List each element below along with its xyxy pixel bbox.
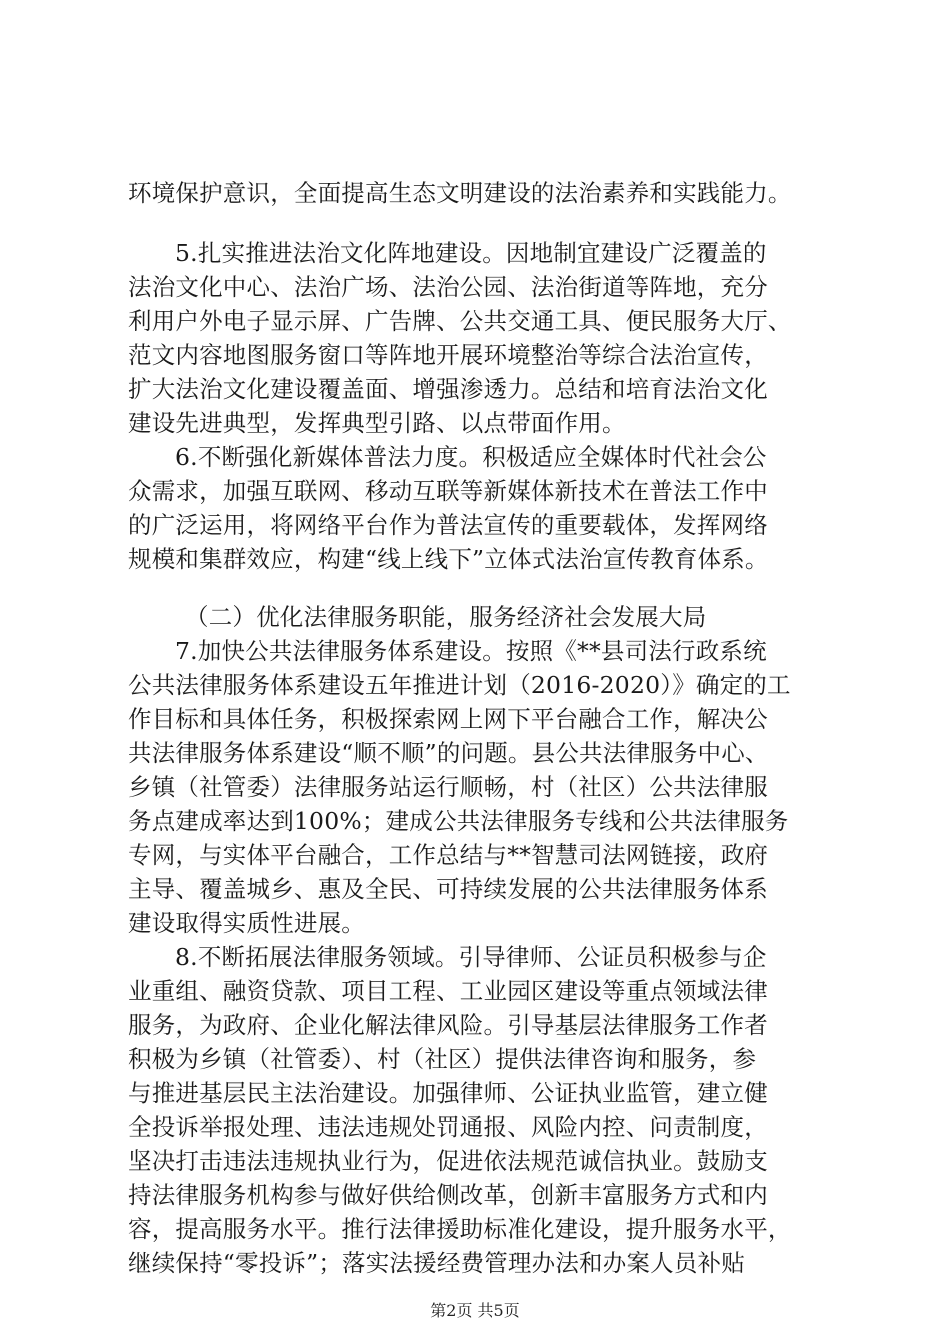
text-line: 公共法律服务体系建设五年推进计划（2016-2020）》确定的工	[128, 671, 791, 699]
page-number: 第2页 共5页	[430, 1301, 520, 1320]
text-line: 扩大法治文化建设覆盖面、增强渗透力。总结和培育法治文化	[128, 375, 768, 403]
text-line: 建设先进典型，发挥典型引路、以点带面作用。	[128, 409, 626, 437]
paragraph-8-start: 8.不断拓展法律服务领域。引导律师、公证员积极参与企	[175, 943, 767, 971]
text-line: 利用户外电子显示屏、广告牌、公共交通工具、便民服务大厅、	[128, 307, 792, 335]
text-line: 乡镇（社管委）法律服务站运行顺畅，村（社区）公共法律服	[128, 773, 768, 801]
text-line: 法治文化中心、法治广场、法治公园、法治街道等阵地，充分	[128, 273, 768, 301]
paragraph-5-start: 5.扎实推进法治文化阵地建设。因地制宜建设广泛覆盖的	[175, 239, 767, 267]
text-line: 建设取得实质性进展。	[128, 909, 365, 937]
text-line: 全投诉举报处理、违法违规处罚通报、风险内控、问责制度，	[128, 1113, 768, 1141]
text-line: 作目标和具体任务，积极探索网上网下平台融合工作，解决公	[128, 705, 768, 733]
text-line: 持法律服务机构参与做好供给侧改革，创新丰富服务方式和内	[128, 1181, 768, 1209]
text-line: 共法律服务体系建设“顺不顺”的问题。县公共法律服务中心、	[128, 739, 769, 767]
text-line: 众需求，加强互联网、移动互联等新媒体新技术在普法工作中	[128, 477, 768, 505]
text-line: 继续保持“零投诉”；落实法援经费管理办法和办案人员补贴	[128, 1249, 745, 1277]
text-line: 范文内容地图服务窗口等阵地开展环境整治等综合法治宣传，	[128, 341, 768, 369]
text-line: 专网，与实体平台融合，工作总结与**智慧司法网链接，政府	[128, 841, 769, 869]
paragraph-6-start: 6.不断强化新媒体普法力度。积极适应全媒体时代社会公	[175, 443, 767, 471]
text-line: 务点建成率达到100%；建成公共法律服务专线和公共法律服务	[128, 807, 789, 835]
text-line: 积极为乡镇（社管委）、村（社区）提供法律咨询和服务，参	[128, 1045, 757, 1073]
text-line: 服务，为政府、企业化解法律风险。引导基层法律服务工作者	[128, 1011, 768, 1039]
paragraph-7-start: 7.加快公共法律服务体系建设。按照《**县司法行政系统	[175, 637, 767, 665]
text-line: 规模和集群效应，构建“线上线下”立体式法治宣传教育体系。	[128, 545, 769, 573]
text-line: 坚决打击违法违规执业行为，促进依法规范诚信执业。鼓励支	[128, 1147, 768, 1175]
text-line: 主导、覆盖城乡、惠及全民、可持续发展的公共法律服务体系	[128, 875, 768, 903]
section-heading: （二）优化法律服务职能，服务经济社会发展大局	[185, 603, 707, 631]
text-line: 容，提高服务水平。推行法律援助标准化建设，提升服务水平，	[128, 1215, 792, 1243]
text-line: 的广泛运用，将网络平台作为普法宣传的重要载体，发挥网络	[128, 511, 768, 539]
text-line: 环境保护意识，全面提高生态文明建设的法治素养和实践能力。	[128, 179, 792, 207]
text-line: 业重组、融资贷款、项目工程、工业园区建设等重点领域法律	[128, 977, 768, 1005]
text-line: 与推进基层民主法治建设。加强律师、公证执业监管，建立健	[128, 1079, 768, 1107]
